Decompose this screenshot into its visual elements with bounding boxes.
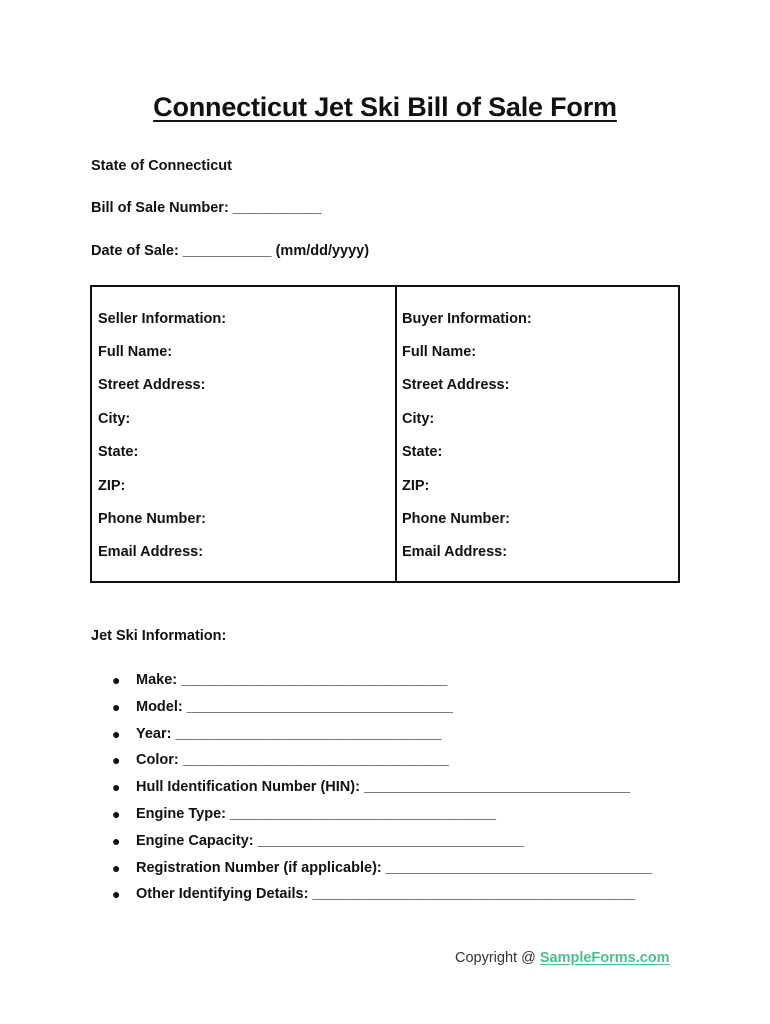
date-of-sale-line: Date of Sale: ___________ (mm/dd/yyyy) xyxy=(91,243,370,259)
buyer-state-label: State: xyxy=(402,444,443,460)
make-field: Make: _________________________________ xyxy=(136,672,448,688)
bullet-icon: ● xyxy=(112,779,121,796)
copyright-text: Copyright @ xyxy=(455,950,540,966)
page-title: Connecticut Jet Ski Bill of Sale Form xyxy=(153,92,617,122)
list-item xyxy=(112,804,652,831)
bullet-icon: ● xyxy=(112,805,121,822)
bullet-icon: ● xyxy=(112,672,121,688)
registration-number-field: Registration Number (if applicable): _________________________________ xyxy=(136,859,652,876)
state-line: State of Connecticut xyxy=(91,158,232,174)
model-field: Model: _________________________________ xyxy=(136,698,453,715)
seller-street-label: Street Address: xyxy=(98,377,206,393)
other-details-field: Other Identifying Details: ________________________________________ xyxy=(136,886,636,903)
year-field: Year: _________________________________ xyxy=(136,725,442,742)
jet-ski-heading: Jet Ski Information: xyxy=(91,628,227,644)
buyer-zip-label: ZIP: xyxy=(402,478,430,494)
list-item xyxy=(112,777,652,804)
buyer-city-label: City: xyxy=(402,411,435,427)
list-item xyxy=(112,750,652,777)
bullet-icon: ● xyxy=(112,725,121,742)
sampleforms-link[interactable]: SampleForms.com xyxy=(539,950,670,966)
bullet-icon: ● xyxy=(112,752,121,769)
seller-phone-label: Phone Number: xyxy=(98,511,206,527)
list-item xyxy=(112,697,652,724)
list-item xyxy=(112,670,652,697)
table-divider xyxy=(395,287,397,581)
buyer-full-name-label: Full Name: xyxy=(402,344,477,360)
engine-capacity-field: Engine Capacity: _________________________________ xyxy=(136,832,524,849)
hin-field: Hull Identification Number (HIN): _________________________________ xyxy=(136,779,631,796)
bullet-icon: ● xyxy=(112,832,121,849)
list-item xyxy=(112,884,652,911)
list-item xyxy=(112,724,652,751)
buyer-street-label: Street Address: xyxy=(402,377,510,393)
seller-heading: Seller Information: xyxy=(98,311,227,327)
list-item xyxy=(112,831,652,858)
seller-city-label: City: xyxy=(98,411,131,427)
bullet-icon: ● xyxy=(112,859,121,876)
seller-full-name-label: Full Name: xyxy=(98,344,173,360)
seller-zip-label: ZIP: xyxy=(98,478,126,494)
jet-ski-list xyxy=(112,670,652,911)
seller-state-label: State: xyxy=(98,444,139,460)
party-information-table xyxy=(90,285,680,583)
buyer-email-label: Email Address: xyxy=(402,544,508,560)
copyright-footer xyxy=(455,950,670,966)
buyer-heading: Buyer Information: xyxy=(402,311,532,327)
bill-of-sale-number-line: Bill of Sale Number: ___________ xyxy=(91,200,322,216)
engine-type-field: Engine Type: _________________________________ xyxy=(136,805,497,822)
buyer-phone-label: Phone Number: xyxy=(402,511,510,527)
bullet-icon: ● xyxy=(112,886,121,903)
bullet-icon: ● xyxy=(112,698,121,715)
seller-email-label: Email Address: xyxy=(98,544,204,560)
list-item xyxy=(112,858,652,885)
color-field: Color: _________________________________ xyxy=(136,752,449,769)
